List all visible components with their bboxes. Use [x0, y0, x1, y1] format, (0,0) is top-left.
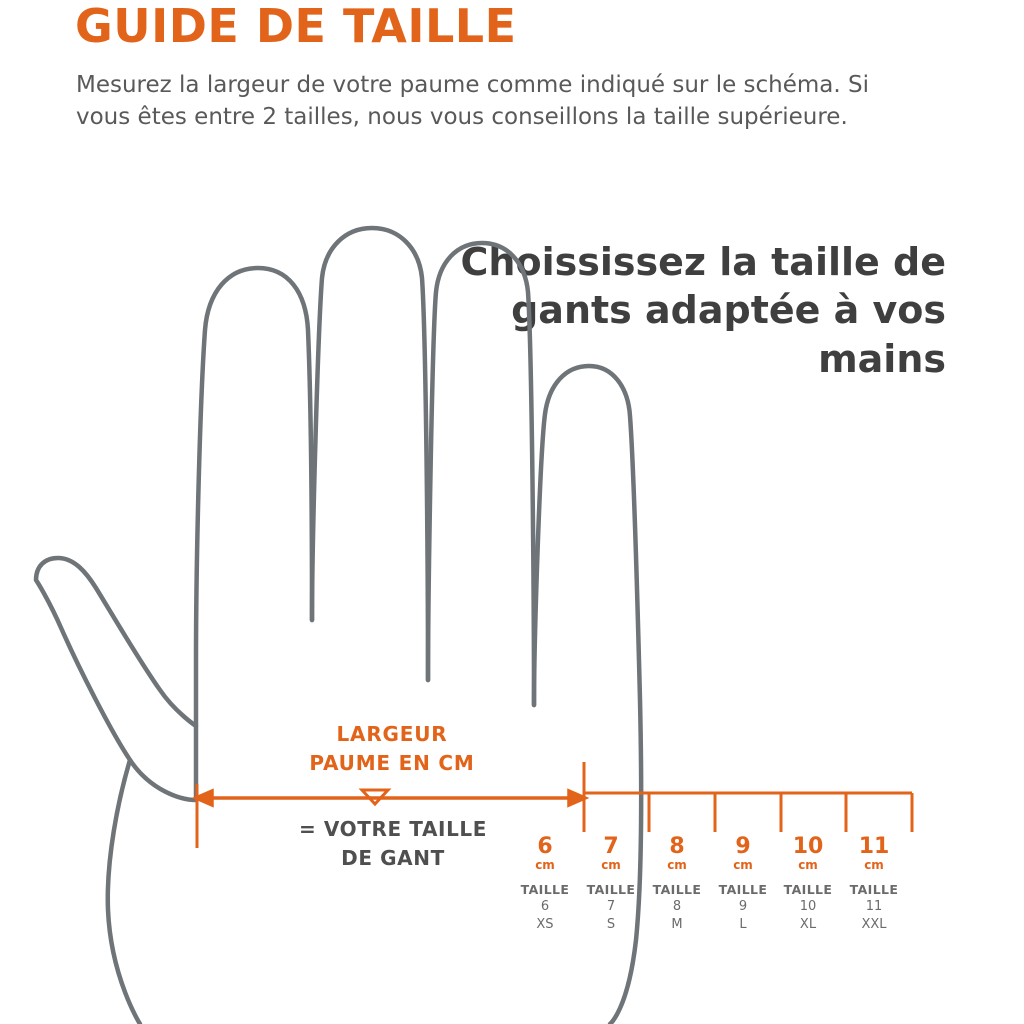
scale-taille-number: 10 — [799, 899, 817, 915]
measure-label-line2: PAUME EN CM — [309, 751, 475, 775]
page-title: GUIDE DE TAILLE — [75, 0, 517, 53]
scale-column — [644, 836, 710, 934]
scale-cm-value: 11 — [858, 834, 890, 859]
scale-taille-label: TAILLE — [652, 881, 702, 897]
scale-cm-value: 8 — [669, 834, 685, 859]
size-scale — [520, 788, 925, 948]
scale-size-letter: XL — [799, 917, 817, 933]
scale-taille-number: 7 — [606, 899, 616, 915]
scale-size-letter: XXL — [861, 917, 887, 933]
scale-column — [841, 836, 907, 934]
scale-taille-label: TAILLE — [718, 881, 768, 897]
scale-taille-label: TAILLE — [849, 881, 899, 897]
scale-cm-unit: cm — [798, 858, 818, 872]
page-subtitle: Mesurez la largeur de votre paume comme indiqué sur le schéma. Si vous êtes entre 2 tailles, nous vous conseillons la taille supérieure. — [76, 72, 870, 130]
scale-taille-number: 9 — [738, 899, 748, 915]
headline-text: Choississez la taille de gants adaptée à vos mains — [460, 240, 946, 381]
scale-taille-label: TAILLE — [520, 881, 570, 897]
scale-column — [578, 836, 644, 934]
scale-taille-label: TAILLE — [586, 881, 636, 897]
scale-taille-number: 11 — [865, 899, 883, 915]
scale-cm-value: 6 — [537, 834, 553, 859]
scale-column — [710, 836, 776, 934]
scale-column — [775, 836, 841, 934]
scale-size-letter: XS — [536, 917, 554, 933]
measure-note-line2: DE GANT — [341, 846, 445, 870]
scale-taille-number: 8 — [672, 899, 682, 915]
scale-size-letter: L — [739, 917, 747, 933]
scale-column — [512, 836, 578, 934]
scale-cm-unit: cm — [667, 858, 687, 872]
scale-taille-label: TAILLE — [783, 881, 833, 897]
measure-label — [282, 720, 502, 778]
scale-size-letter: S — [606, 917, 616, 933]
measure-note-line1: = VOTRE TAILLE — [298, 817, 488, 841]
scale-cm-unit: cm — [535, 858, 555, 872]
scale-cm-unit: cm — [864, 858, 884, 872]
measure-note — [248, 815, 538, 873]
scale-cm-unit: cm — [733, 858, 753, 872]
scale-cm-value: 7 — [603, 834, 619, 859]
scale-cm-value: 10 — [792, 834, 824, 859]
scale-taille-number: 6 — [540, 899, 550, 915]
scale-size-letter: M — [671, 917, 683, 933]
measure-label-line1: LARGEUR — [336, 722, 448, 746]
scale-cm-value: 9 — [735, 834, 751, 859]
scale-cm-unit: cm — [601, 858, 621, 872]
